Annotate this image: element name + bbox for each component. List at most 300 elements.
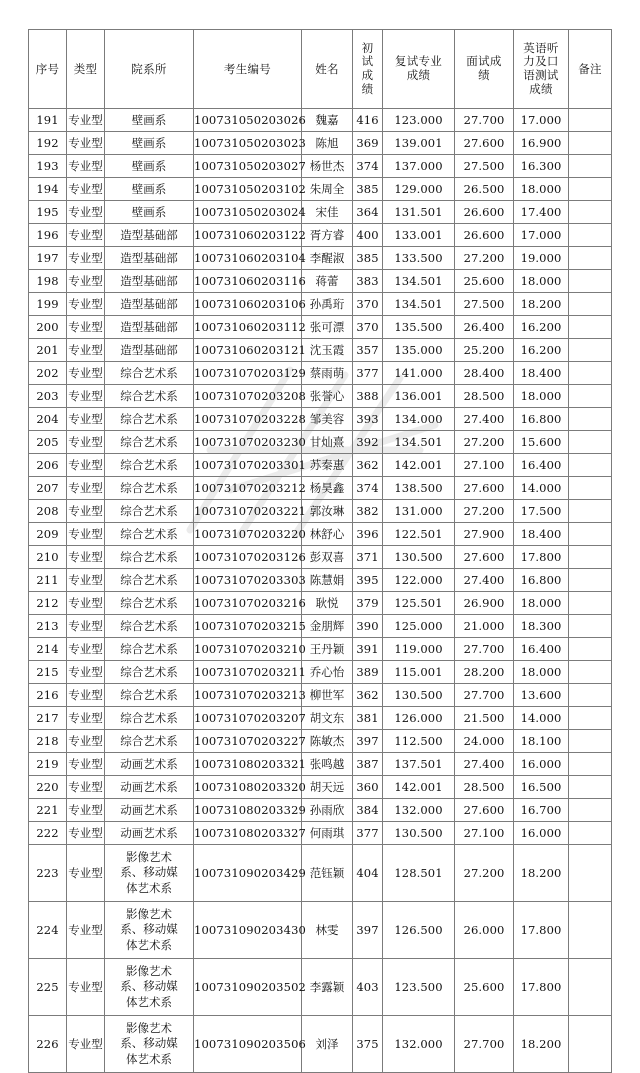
cell-remark xyxy=(569,638,612,661)
table-row xyxy=(29,224,612,247)
cell-seq: 206 xyxy=(29,454,67,477)
cell-seq: 212 xyxy=(29,592,67,615)
table-row xyxy=(29,431,612,454)
cell-english-score: 17.800 xyxy=(514,902,569,959)
cell-pre-score: 369 xyxy=(353,132,383,155)
cell-type: 专业型 xyxy=(67,546,105,569)
cell-interview-score: 26.900 xyxy=(455,592,514,615)
cell-english-score: 16.400 xyxy=(514,454,569,477)
cell-type: 专业型 xyxy=(67,523,105,546)
cell-remark xyxy=(569,707,612,730)
score-table xyxy=(28,29,612,1073)
cell-pre-score: 381 xyxy=(353,707,383,730)
cell-dept: 综合艺术系 xyxy=(105,546,194,569)
cell-english-score: 14.000 xyxy=(514,707,569,730)
cell-interview-score: 26.400 xyxy=(455,316,514,339)
cell-english-score: 16.200 xyxy=(514,316,569,339)
cell-exam-no: 100731050203102 xyxy=(194,178,302,201)
cell-exam-no: 100731060203112 xyxy=(194,316,302,339)
cell-major-score: 141.000 xyxy=(383,362,455,385)
table-row xyxy=(29,1016,612,1073)
table-row xyxy=(29,902,612,959)
table-row xyxy=(29,546,612,569)
cell-seq: 191 xyxy=(29,109,67,132)
cell-interview-score: 26.600 xyxy=(455,224,514,247)
cell-interview-score: 27.400 xyxy=(455,408,514,431)
cell-remark xyxy=(569,109,612,132)
cell-name: 乔心怡 xyxy=(302,661,353,684)
cell-type: 专业型 xyxy=(67,201,105,224)
cell-interview-score: 21.000 xyxy=(455,615,514,638)
cell-dept: 动画艺术系 xyxy=(105,799,194,822)
cell-exam-no: 100731060203106 xyxy=(194,293,302,316)
table-row xyxy=(29,569,612,592)
cell-seq: 199 xyxy=(29,293,67,316)
cell-major-score: 142.001 xyxy=(383,454,455,477)
table-row xyxy=(29,454,612,477)
cell-type: 专业型 xyxy=(67,109,105,132)
cell-type: 专业型 xyxy=(67,638,105,661)
cell-interview-score: 28.500 xyxy=(455,385,514,408)
cell-english-score: 17.800 xyxy=(514,959,569,1016)
cell-pre-score: 400 xyxy=(353,224,383,247)
cell-seq: 222 xyxy=(29,822,67,845)
cell-remark xyxy=(569,270,612,293)
cell-remark xyxy=(569,753,612,776)
cell-interview-score: 27.100 xyxy=(455,822,514,845)
cell-name: 刘泽 xyxy=(302,1016,353,1073)
cell-pre-score: 364 xyxy=(353,201,383,224)
cell-exam-no: 100731080203321 xyxy=(194,753,302,776)
cell-type: 专业型 xyxy=(67,822,105,845)
cell-major-score: 132.000 xyxy=(383,1016,455,1073)
cell-english-score: 17.400 xyxy=(514,201,569,224)
table-row xyxy=(29,362,612,385)
cell-seq: 223 xyxy=(29,845,67,902)
cell-remark xyxy=(569,1016,612,1073)
table-row xyxy=(29,339,612,362)
cell-remark xyxy=(569,569,612,592)
cell-pre-score: 391 xyxy=(353,638,383,661)
cell-major-score: 139.001 xyxy=(383,132,455,155)
cell-exam-no: 100731050203024 xyxy=(194,201,302,224)
cell-exam-no: 100731050203023 xyxy=(194,132,302,155)
cell-remark xyxy=(569,959,612,1016)
cell-dept: 综合艺术系 xyxy=(105,362,194,385)
cell-seq: 216 xyxy=(29,684,67,707)
cell-pre-score: 416 xyxy=(353,109,383,132)
cell-interview-score: 27.600 xyxy=(455,132,514,155)
table-body xyxy=(29,109,612,1073)
cell-type: 专业型 xyxy=(67,293,105,316)
cell-type: 专业型 xyxy=(67,500,105,523)
cell-name: 林舒心 xyxy=(302,523,353,546)
cell-remark xyxy=(569,201,612,224)
cell-pre-score: 362 xyxy=(353,454,383,477)
cell-dept: 造型基础部 xyxy=(105,293,194,316)
cell-remark xyxy=(569,247,612,270)
cell-interview-score: 27.600 xyxy=(455,477,514,500)
cell-type: 专业型 xyxy=(67,454,105,477)
cell-dept xyxy=(105,845,194,902)
cell-seq: 205 xyxy=(29,431,67,454)
cell-remark xyxy=(569,822,612,845)
table-row xyxy=(29,316,612,339)
cell-exam-no: 100731070203208 xyxy=(194,385,302,408)
cell-dept: 造型基础部 xyxy=(105,316,194,339)
table-row xyxy=(29,753,612,776)
cell-pre-score: 395 xyxy=(353,569,383,592)
cell-pre-score: 393 xyxy=(353,408,383,431)
cell-exam-no: 100731070203227 xyxy=(194,730,302,753)
cell-seq: 210 xyxy=(29,546,67,569)
cell-remark xyxy=(569,339,612,362)
cell-remark xyxy=(569,362,612,385)
cell-remark xyxy=(569,684,612,707)
cell-major-score: 125.000 xyxy=(383,615,455,638)
cell-exam-no: 100731080203329 xyxy=(194,799,302,822)
cell-pre-score: 387 xyxy=(353,753,383,776)
cell-interview-score: 28.200 xyxy=(455,661,514,684)
cell-type: 专业型 xyxy=(67,845,105,902)
cell-major-score: 133.500 xyxy=(383,247,455,270)
cell-exam-no: 100731050203026 xyxy=(194,109,302,132)
header-row xyxy=(29,30,612,109)
cell-interview-score: 27.500 xyxy=(455,155,514,178)
cell-name: 甘灿熹 xyxy=(302,431,353,454)
cell-interview-score: 24.000 xyxy=(455,730,514,753)
cell-pre-score: 396 xyxy=(353,523,383,546)
cell-major-score: 112.500 xyxy=(383,730,455,753)
header-english-score: 英语听力及口语测试成绩 xyxy=(514,30,569,109)
cell-english-score: 18.200 xyxy=(514,845,569,902)
cell-exam-no: 100731050203027 xyxy=(194,155,302,178)
cell-name: 张可漂 xyxy=(302,316,353,339)
header-dept: 院系所 xyxy=(105,30,194,109)
cell-exam-no: 100731080203327 xyxy=(194,822,302,845)
table-row xyxy=(29,247,612,270)
cell-name: 郭汝琳 xyxy=(302,500,353,523)
cell-seq: 198 xyxy=(29,270,67,293)
cell-dept: 壁画系 xyxy=(105,201,194,224)
table-row xyxy=(29,523,612,546)
cell-pre-score: 360 xyxy=(353,776,383,799)
cell-dept: 综合艺术系 xyxy=(105,523,194,546)
cell-english-score: 14.000 xyxy=(514,477,569,500)
cell-name: 何雨琪 xyxy=(302,822,353,845)
cell-dept xyxy=(105,959,194,1016)
cell-exam-no: 100731070203129 xyxy=(194,362,302,385)
cell-name: 王丹颖 xyxy=(302,638,353,661)
table-row xyxy=(29,638,612,661)
cell-interview-score: 28.500 xyxy=(455,776,514,799)
cell-exam-no: 100731070203303 xyxy=(194,569,302,592)
cell-major-score: 130.500 xyxy=(383,684,455,707)
cell-name: 孙禹珩 xyxy=(302,293,353,316)
cell-seq: 213 xyxy=(29,615,67,638)
table-row xyxy=(29,477,612,500)
cell-seq: 221 xyxy=(29,799,67,822)
cell-dept: 综合艺术系 xyxy=(105,592,194,615)
cell-interview-score: 26.000 xyxy=(455,902,514,959)
cell-major-score: 126.000 xyxy=(383,707,455,730)
cell-exam-no: 100731090203502 xyxy=(194,959,302,1016)
cell-interview-score: 27.100 xyxy=(455,454,514,477)
cell-type: 专业型 xyxy=(67,730,105,753)
cell-pre-score: 397 xyxy=(353,730,383,753)
cell-type: 专业型 xyxy=(67,707,105,730)
cell-english-score: 16.500 xyxy=(514,776,569,799)
cell-english-score: 18.100 xyxy=(514,730,569,753)
cell-type: 专业型 xyxy=(67,1016,105,1073)
cell-remark xyxy=(569,132,612,155)
cell-seq: 196 xyxy=(29,224,67,247)
cell-pre-score: 371 xyxy=(353,546,383,569)
cell-exam-no: 100731070203213 xyxy=(194,684,302,707)
cell-major-score: 115.001 xyxy=(383,661,455,684)
cell-major-score: 142.001 xyxy=(383,776,455,799)
cell-type: 专业型 xyxy=(67,247,105,270)
cell-english-score: 15.600 xyxy=(514,431,569,454)
cell-dept: 综合艺术系 xyxy=(105,500,194,523)
cell-name: 蔡雨萌 xyxy=(302,362,353,385)
cell-major-score: 129.000 xyxy=(383,178,455,201)
cell-dept-text: 影像艺术系、移动媒体艺术系 xyxy=(120,849,178,895)
cell-interview-score: 27.200 xyxy=(455,247,514,270)
cell-name: 孙雨欣 xyxy=(302,799,353,822)
cell-pre-score: 370 xyxy=(353,293,383,316)
cell-pre-score: 382 xyxy=(353,500,383,523)
cell-pre-score: 404 xyxy=(353,845,383,902)
cell-name: 蒋蕾 xyxy=(302,270,353,293)
cell-pre-score: 377 xyxy=(353,822,383,845)
cell-interview-score: 26.500 xyxy=(455,178,514,201)
cell-type: 专业型 xyxy=(67,902,105,959)
cell-dept: 综合艺术系 xyxy=(105,730,194,753)
cell-name: 陈敏杰 xyxy=(302,730,353,753)
cell-type: 专业型 xyxy=(67,224,105,247)
table-row xyxy=(29,730,612,753)
cell-exam-no: 100731060203104 xyxy=(194,247,302,270)
table-row xyxy=(29,132,612,155)
cell-remark xyxy=(569,408,612,431)
cell-name: 沈玉霞 xyxy=(302,339,353,362)
cell-pre-score: 389 xyxy=(353,661,383,684)
cell-seq: 217 xyxy=(29,707,67,730)
cell-english-score: 16.300 xyxy=(514,155,569,178)
cell-dept: 造型基础部 xyxy=(105,224,194,247)
cell-interview-score: 25.200 xyxy=(455,339,514,362)
cell-pre-score: 374 xyxy=(353,155,383,178)
cell-dept: 综合艺术系 xyxy=(105,707,194,730)
cell-name: 张誉心 xyxy=(302,385,353,408)
cell-name: 李露颖 xyxy=(302,959,353,1016)
cell-exam-no: 100731060203116 xyxy=(194,270,302,293)
table-row xyxy=(29,959,612,1016)
cell-major-score: 122.000 xyxy=(383,569,455,592)
cell-remark xyxy=(569,316,612,339)
cell-type: 专业型 xyxy=(67,408,105,431)
cell-remark xyxy=(569,523,612,546)
cell-exam-no: 100731090203429 xyxy=(194,845,302,902)
cell-dept: 综合艺术系 xyxy=(105,454,194,477)
cell-name: 金朋辉 xyxy=(302,615,353,638)
table-row xyxy=(29,270,612,293)
table-row xyxy=(29,109,612,132)
cell-pre-score: 357 xyxy=(353,339,383,362)
cell-dept: 壁画系 xyxy=(105,155,194,178)
cell-interview-score: 26.600 xyxy=(455,201,514,224)
cell-dept: 动画艺术系 xyxy=(105,753,194,776)
cell-name: 胡文东 xyxy=(302,707,353,730)
cell-seq: 193 xyxy=(29,155,67,178)
cell-english-score: 16.800 xyxy=(514,569,569,592)
cell-exam-no: 100731070203221 xyxy=(194,500,302,523)
cell-dept: 综合艺术系 xyxy=(105,661,194,684)
cell-english-score: 18.200 xyxy=(514,293,569,316)
cell-name: 林雯 xyxy=(302,902,353,959)
cell-seq: 207 xyxy=(29,477,67,500)
cell-exam-no: 100731080203320 xyxy=(194,776,302,799)
cell-seq: 218 xyxy=(29,730,67,753)
cell-english-score: 16.000 xyxy=(514,822,569,845)
cell-name: 彭双喜 xyxy=(302,546,353,569)
cell-interview-score: 27.700 xyxy=(455,109,514,132)
table-row xyxy=(29,799,612,822)
cell-seq: 202 xyxy=(29,362,67,385)
cell-dept: 壁画系 xyxy=(105,178,194,201)
table-header xyxy=(29,30,612,109)
cell-interview-score: 27.400 xyxy=(455,753,514,776)
cell-remark xyxy=(569,500,612,523)
cell-type: 专业型 xyxy=(67,661,105,684)
cell-major-score: 126.500 xyxy=(383,902,455,959)
cell-name: 朱周全 xyxy=(302,178,353,201)
cell-major-score: 134.501 xyxy=(383,270,455,293)
table-row xyxy=(29,201,612,224)
cell-type: 专业型 xyxy=(67,477,105,500)
cell-name: 陈慧娟 xyxy=(302,569,353,592)
table-row xyxy=(29,385,612,408)
cell-interview-score: 27.200 xyxy=(455,431,514,454)
header-exam-no: 考生编号 xyxy=(194,30,302,109)
cell-exam-no: 100731070203228 xyxy=(194,408,302,431)
cell-remark xyxy=(569,155,612,178)
cell-interview-score: 27.700 xyxy=(455,638,514,661)
cell-dept-text: 影像艺术系、移动媒体艺术系 xyxy=(120,963,178,1009)
cell-english-score: 13.600 xyxy=(514,684,569,707)
cell-major-score: 119.000 xyxy=(383,638,455,661)
table-row xyxy=(29,707,612,730)
cell-dept: 壁画系 xyxy=(105,109,194,132)
cell-exam-no: 100731070203220 xyxy=(194,523,302,546)
cell-interview-score: 25.600 xyxy=(455,270,514,293)
cell-pre-score: 384 xyxy=(353,799,383,822)
cell-dept: 综合艺术系 xyxy=(105,408,194,431)
cell-seq: 225 xyxy=(29,959,67,1016)
cell-type: 专业型 xyxy=(67,592,105,615)
cell-major-score: 130.500 xyxy=(383,822,455,845)
cell-seq: 219 xyxy=(29,753,67,776)
cell-seq: 215 xyxy=(29,661,67,684)
cell-pre-score: 379 xyxy=(353,592,383,615)
cell-name: 魏嘉 xyxy=(302,109,353,132)
header-pre-score: 初试成绩 xyxy=(353,30,383,109)
cell-dept: 综合艺术系 xyxy=(105,684,194,707)
cell-interview-score: 28.400 xyxy=(455,362,514,385)
cell-remark xyxy=(569,730,612,753)
cell-seq: 209 xyxy=(29,523,67,546)
cell-dept: 造型基础部 xyxy=(105,270,194,293)
cell-pre-score: 385 xyxy=(353,178,383,201)
cell-interview-score: 27.600 xyxy=(455,799,514,822)
header-interview-score: 面试成绩 xyxy=(455,30,514,109)
cell-english-score: 18.400 xyxy=(514,523,569,546)
cell-type: 专业型 xyxy=(67,362,105,385)
cell-dept: 动画艺术系 xyxy=(105,776,194,799)
cell-pre-score: 374 xyxy=(353,477,383,500)
cell-english-score: 17.500 xyxy=(514,500,569,523)
cell-dept: 综合艺术系 xyxy=(105,431,194,454)
cell-pre-score: 362 xyxy=(353,684,383,707)
cell-english-score: 16.700 xyxy=(514,799,569,822)
table-row xyxy=(29,822,612,845)
cell-major-score: 134.000 xyxy=(383,408,455,431)
cell-dept: 造型基础部 xyxy=(105,339,194,362)
cell-name: 杨世杰 xyxy=(302,155,353,178)
cell-major-score: 133.001 xyxy=(383,224,455,247)
cell-name: 胥方睿 xyxy=(302,224,353,247)
cell-type: 专业型 xyxy=(67,431,105,454)
cell-english-score: 18.000 xyxy=(514,592,569,615)
cell-english-score: 18.000 xyxy=(514,385,569,408)
cell-major-score: 135.000 xyxy=(383,339,455,362)
cell-dept: 综合艺术系 xyxy=(105,385,194,408)
cell-seq: 208 xyxy=(29,500,67,523)
cell-type: 专业型 xyxy=(67,316,105,339)
cell-major-score: 135.500 xyxy=(383,316,455,339)
cell-major-score: 138.500 xyxy=(383,477,455,500)
cell-english-score: 18.000 xyxy=(514,661,569,684)
cell-interview-score: 27.200 xyxy=(455,500,514,523)
header-type: 类型 xyxy=(67,30,105,109)
cell-english-score: 16.800 xyxy=(514,408,569,431)
cell-major-score: 131.501 xyxy=(383,201,455,224)
cell-interview-score: 25.600 xyxy=(455,959,514,1016)
header-remark: 备注 xyxy=(569,30,612,109)
cell-exam-no: 100731070203216 xyxy=(194,592,302,615)
cell-name: 耿悦 xyxy=(302,592,353,615)
cell-seq: 194 xyxy=(29,178,67,201)
cell-interview-score: 27.700 xyxy=(455,1016,514,1073)
cell-seq: 220 xyxy=(29,776,67,799)
cell-english-score: 17.000 xyxy=(514,224,569,247)
cell-exam-no: 100731070203301 xyxy=(194,454,302,477)
cell-pre-score: 375 xyxy=(353,1016,383,1073)
cell-type: 专业型 xyxy=(67,684,105,707)
cell-interview-score: 21.500 xyxy=(455,707,514,730)
cell-exam-no: 100731070203207 xyxy=(194,707,302,730)
cell-english-score: 18.000 xyxy=(514,178,569,201)
cell-dept-text: 影像艺术系、移动媒体艺术系 xyxy=(120,906,178,952)
cell-major-score: 122.501 xyxy=(383,523,455,546)
cell-seq: 204 xyxy=(29,408,67,431)
cell-major-score: 136.001 xyxy=(383,385,455,408)
cell-exam-no: 100731070203212 xyxy=(194,477,302,500)
cell-exam-no: 100731070203215 xyxy=(194,615,302,638)
cell-remark xyxy=(569,293,612,316)
cell-exam-no: 100731090203506 xyxy=(194,1016,302,1073)
